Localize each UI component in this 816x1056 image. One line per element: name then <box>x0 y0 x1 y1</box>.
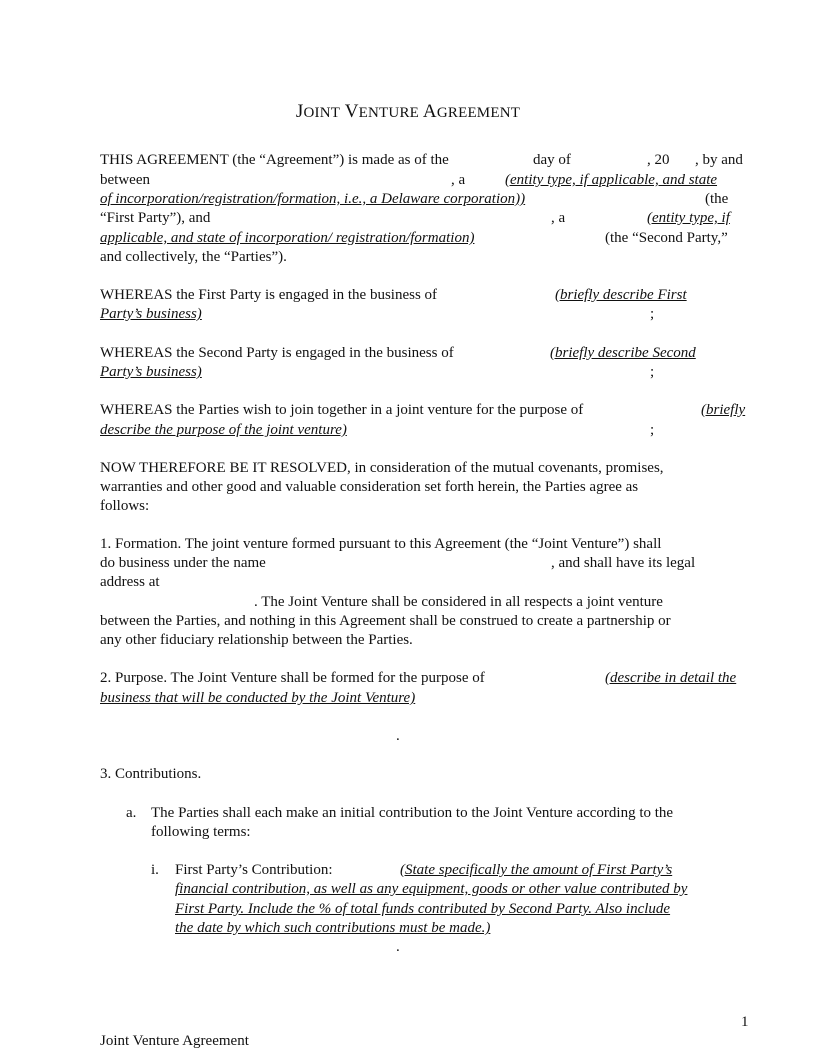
clause-text: . The Joint Venture shall be considered in all respects a joint venture <box>254 594 663 610</box>
placeholder-instruction: Party’s business) <box>100 364 202 380</box>
intro-text: , a <box>551 210 566 226</box>
clause-text: follows: <box>100 498 150 514</box>
placeholder-instruction: First Party. Include the % of total funds contributed by Second Party. Also include <box>175 901 671 917</box>
intro-text: (the “Second Party,” <box>605 230 728 246</box>
placeholder-instruction: (describe in detail the <box>605 670 737 686</box>
section-heading: 3. Contributions. <box>100 766 202 782</box>
intro-text: THIS AGREEMENT (the “Agreement”) is made as of the <box>100 152 449 168</box>
placeholder-instruction: financial contribution, as well as any equipment, goods or other value contributed by <box>175 881 688 897</box>
intro-text: and collectively, the “Parties”). <box>100 249 287 265</box>
intro-text: (the <box>705 191 729 207</box>
clause-text: First Party’s Contribution: <box>175 862 333 878</box>
placeholder-instruction: (entity type, if applicable, and state <box>505 172 718 188</box>
placeholder-instruction: (entity type, if <box>647 210 730 226</box>
clause-text: . <box>396 939 400 955</box>
intro-text: “First Party”), and <box>100 210 211 226</box>
clause-text: ; <box>650 364 655 380</box>
placeholder-instruction: applicable, and state of incorporation/ registration/formation) <box>100 230 475 246</box>
clause-text: between the Parties, and nothing in this Agreement shall be construed to create a partnership or <box>100 613 671 629</box>
clause-text: 1. Formation. The joint venture formed pursuant to this Agreement (the “Joint Venture”) shall <box>100 536 662 552</box>
list-marker: i. <box>151 862 159 878</box>
intro-text: day of <box>533 152 571 168</box>
clause-text: ; <box>650 306 655 322</box>
clause-text: 2. Purpose. The Joint Venture shall be formed for the purpose of <box>100 670 485 686</box>
placeholder-instruction: Party’s business) <box>100 306 202 322</box>
placeholder-instruction: (briefly <box>701 402 746 418</box>
list-marker: a. <box>126 805 137 821</box>
clause-text: address at <box>100 574 160 590</box>
clause-text: WHEREAS the Second Party is engaged in the business of <box>100 345 454 361</box>
clause-text: following terms: <box>151 824 251 840</box>
clause-text: warranties and other good and valuable consideration set forth herein, the Parties agree as <box>100 479 639 495</box>
intro-text: between <box>100 172 150 188</box>
clause-text: ; <box>650 422 655 438</box>
placeholder-instruction: (briefly describe First <box>555 287 687 303</box>
clause-text: NOW THEREFORE BE IT RESOLVED, in consideration of the mutual covenants, promises, <box>100 460 664 476</box>
clause-text: . <box>396 728 400 744</box>
clause-text: do business under the name <box>100 555 266 571</box>
page-number: 1 <box>741 1014 749 1030</box>
intro-text: , a <box>451 172 466 188</box>
placeholder-instruction: (State specifically the amount of First Party’s <box>400 862 673 878</box>
document-title: JOINT VENTURE AGREEMENT <box>295 101 521 122</box>
placeholder-instruction: (briefly describe Second <box>550 345 696 361</box>
placeholder-instruction: describe the purpose of the joint venture) <box>100 422 347 438</box>
intro-text: , 20 <box>647 152 670 168</box>
clause-text: WHEREAS the First Party is engaged in the business of <box>100 287 438 303</box>
clause-text: WHEREAS the Parties wish to join together in a joint venture for the purpose of <box>100 402 584 418</box>
placeholder-instruction: business that will be conducted by the Joint Venture) <box>100 690 416 706</box>
clause-text: any other fiduciary relationship between the Parties. <box>100 632 413 648</box>
clause-text: , and shall have its legal <box>551 555 696 571</box>
intro-text: , by and <box>695 152 743 168</box>
placeholder-instruction: of incorporation/registration/formation, i.e., a Delaware corporation)) <box>100 191 526 207</box>
footer-doc-name: Joint Venture Agreement <box>100 1033 249 1049</box>
placeholder-instruction: the date by which such contributions must be made.) <box>175 920 491 936</box>
clause-text: The Parties shall each make an initial contribution to the Joint Venture according to the <box>151 805 674 821</box>
